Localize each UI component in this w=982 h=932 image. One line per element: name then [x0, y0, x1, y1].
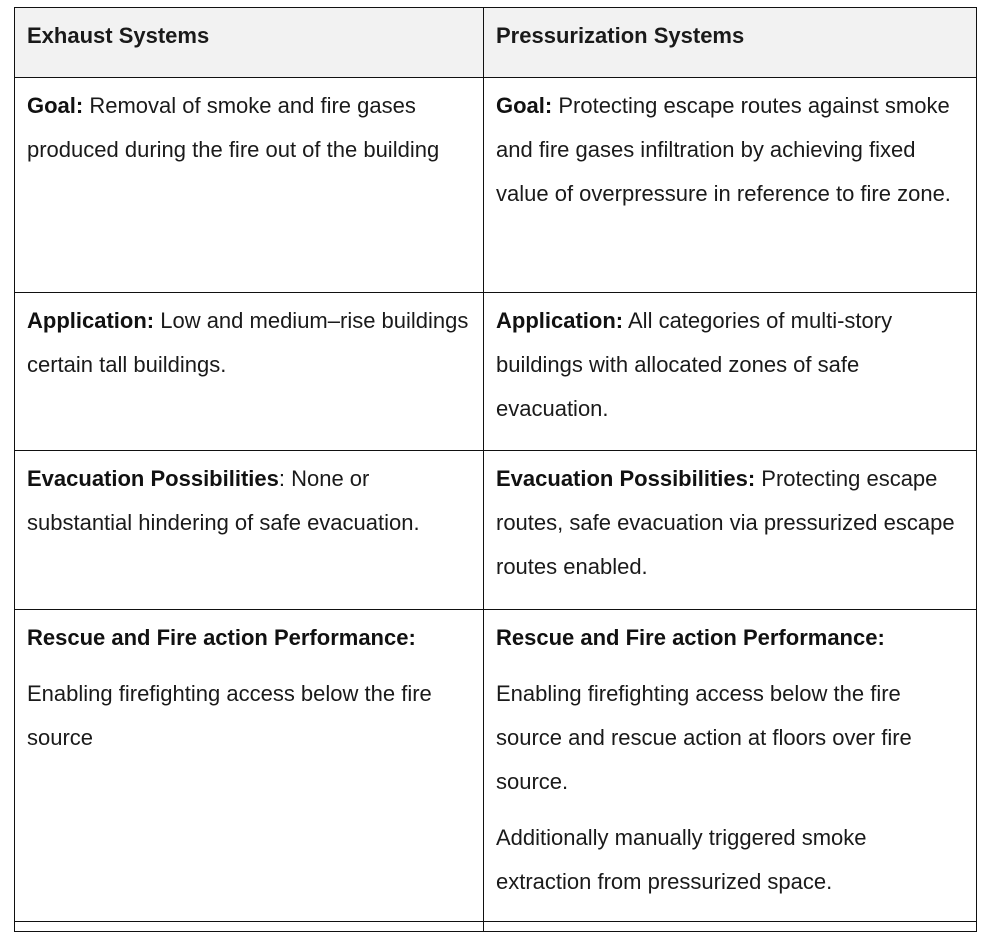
cell-paragraph: Additionally manually triggered smoke extraction from pressurized space. [496, 825, 867, 894]
cell-exhaust-evacuation [15, 451, 484, 610]
table-row-evacuation [15, 451, 977, 610]
cell-pressurization-goal [484, 78, 977, 293]
cell-exhaust-application [15, 293, 484, 451]
cell-text: Removal of smoke and fire gases produced during the fire out of the building [27, 93, 440, 162]
cell-label: Evacuation Possibilities [27, 466, 279, 491]
cell-pressurization-rescue [484, 610, 977, 922]
comparison-table [14, 7, 977, 932]
table-row-goal [15, 78, 977, 293]
cell-label: Evacuation Possibilities: [496, 466, 756, 491]
cell-paragraph: Enabling firefighting access below the fire source and rescue action at floors over fire source. [496, 681, 912, 794]
cell-text: : None or substantial hindering of safe evacuation. [27, 466, 420, 535]
cell-exhaust-rescue [15, 610, 484, 922]
cell-text: Protecting escape routes, safe evacuation via pressurized escape routes enabled. [496, 466, 955, 579]
cell-label: Goal: [496, 93, 553, 118]
cell-label: Application: [27, 308, 155, 333]
cell-label: Rescue and Fire action Performance: [27, 625, 416, 650]
cell-pressurization-application [484, 293, 977, 451]
cell-empty [15, 922, 484, 932]
header-pressurization-systems: Pressurization Systems [484, 8, 977, 78]
cell-label: Goal: [27, 93, 84, 118]
cell-text: Protecting escape routes against smoke and fire gases infiltration by achieving fixed value of overpressure in reference to fire zone. [496, 93, 951, 206]
cell-empty [484, 922, 977, 932]
cell-exhaust-goal [15, 78, 484, 293]
table-row-application [15, 293, 977, 451]
header-row [15, 8, 977, 78]
cell-paragraph: Enabling firefighting access below the fire source [27, 681, 432, 750]
cell-text: All categories of multi-story buildings with allocated zones of safe evacuation. [496, 308, 893, 421]
cell-pressurization-evacuation [484, 451, 977, 610]
cell-label: Application: [496, 308, 624, 333]
table-row-cutoff [15, 922, 977, 932]
cell-text: Low and medium–rise buildings certain tall buildings. [27, 308, 469, 377]
header-exhaust-systems: Exhaust Systems [15, 8, 484, 78]
cell-label: Rescue and Fire action Performance: [496, 625, 885, 650]
table-row-rescue [15, 610, 977, 922]
